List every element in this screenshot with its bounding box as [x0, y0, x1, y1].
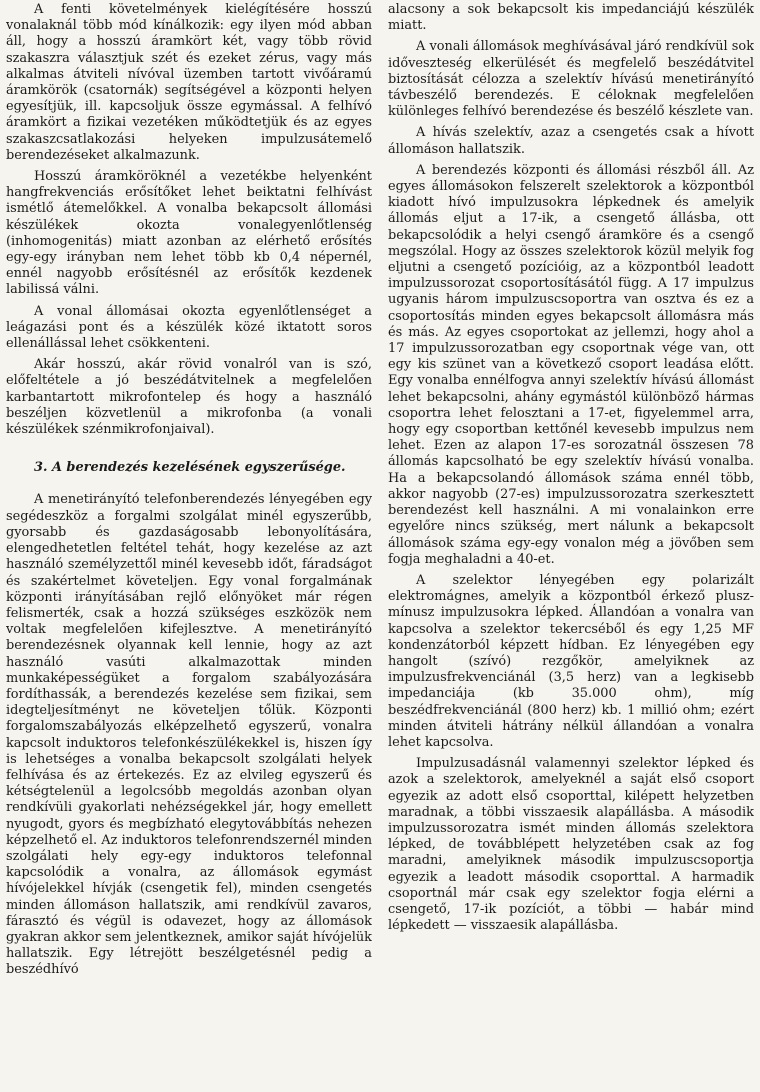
paragraph: A vonali állomások meghívásával járó rendkívül sok időveszteség elkerülését és megfelelő beszédátvitel biztosítását célozza a szelektív hívású menetirányító távbeszélő berendezés. E céloknak megfelelően különleges felhívó berendezése és beszélő készlete van. [388, 39, 754, 120]
section-heading: 3. A berendezés kezelésének egyszerűsége. [34, 460, 346, 476]
paragraph: A szelektor lényegében egy polarizált elektromágnes, amelyik a központból érkező plusz-mínusz impulzusokra lépked. Állandóan a vonalra van kapcsolva a szelektor tekercséből és egy 1,25 MF kondenzátorból képzett hídban. Ez lényegében egy hangolt (szívó) rezgőkör, amelyiknek az impulzusfrekvenciánál (3,5 herz) van a legkisebb impedanciája (kb 35.000 ohm), míg beszédfrekvenciánál (800 herz) kb. 1 millió ohm; ezért minden átviteli hátrány nélkül állandóan a vonalra lehet kapcsolva. [388, 572, 754, 750]
paragraph: A berendezés központi és állomási részből áll. Az egyes állomásokon felszerelt szelektorok a központból kiadott hívó impulzusokra lépkednek és amelyik állomás eljut a 17-ik, a csengető állásba, ott bekapcsolódik a helyi csengő áramköre és a csengő megszólal. Hogy az összes szelektorok közül melyik fog eljutni a csengető pozícióig, az a központból leadott impulzussorozat csoportosításától függ. A 17 impulzus ugyanis három impulzuscsoportra van osztva és ez a csoportosítás minden egyes bekapcsolt állomásra más és más. Az egyes csoportokat az jellemzi, hogy ahol a 17 impulzussorozatban egy csoportnak vége van, ott egy kis szünet van a következő csoport leadása előtt. Egy vonalba ennélfogva annyi szelektív hívású állomást lehet bekapcsolni, ahány egymástól különböző hármas csoportra lehet felosztani a 17-et, figyelemmel arra, hogy egy csoportban kettőnél kevesebb impulzus nem lehet. Ezen az alapon 17-es sorozatnál összesen 78 állomás kapcsolható be egy szelektív hívású vonalba. Ha a bekapcsolandó állomások száma ennél több, akkor nagyobb (27-es) impulzussorozatra szerkesztett berendezést kell használni. A mi vonalainkon erre egyelőre nincs szükség, mert nálunk a bekapcsolt állomások száma egy-egy vonalon még a jövőben sem fogja meghaladni a 40-et. [388, 162, 754, 567]
paragraph: A vonal állomásai okozta egyenlőtlenséget a leágazási pont és a készülék közé iktatott soros ellenállással lehet csökkenteni. [6, 303, 372, 352]
paragraph-continuation: alacsony a sok bekapcsolt kis impedanciájú készülék miatt. [388, 2, 754, 34]
right-column [388, 2, 754, 1092]
paragraph: Akár hosszú, akár rövid vonalról van is szó, előfeltétele a jó beszédátvitelnek a megfelelően karbantartott mikrofontelep és hogy a használó beszéljen közvetlenül a mikrofonba (a vonali készülékek szénmikrofonjaival). [6, 357, 372, 438]
paragraph: A fenti követelmények kielégítésére hosszú vonalaknál több mód kínálkozik: egy ilyen mód abban áll, hogy a hosszú áramkört két, vagy több rövid szakaszra választjuk szét és ezeket zérus, vagy más alkalmas átviteli nívóval üzemben tartott vivőáramú áramkörök (csatornák) segítségével a központi helyen egyesítjük, ill. kapcsoljuk össze egymással. A felhívó áramkört a fizikai vezetéken működtetjük és az egyes szakaszcsatlakozási helyeken impulzusátemelő berendezéseket alkalmazunk. [6, 2, 372, 163]
paragraph: Hosszú áramköröknél a vezetékbe helyenként hangfrekvenciás erősítőket lehet beiktatni felhívást ismétlő átemelőkkel. A vonalba bekapcsolt állomási készülékek okozta vonalegyenlőtlenség (inhomogenitás) miatt azonban az elérhető erősítés egy-egy irányban nem lehet több kb 0,4 népernél, ennél nagyobb erősítésnél az erősítők kezdenek labilissá válni. [6, 169, 372, 298]
paragraph: A hívás szelektív, azaz a csengetés csak a hívott állomáson hallatszik. [388, 125, 754, 157]
paragraph: A menetirányító telefonberendezés lényegében egy segédeszköz a forgalmi szolgálat minél egyszerűbb, gyorsabb és gazdaságosabb lebonyolítására, elengedhetetlen feltétel tehát, hogy kezelése az azt használó személyzettől minél kevesebb időt, fáradságot és szakértelmet követeljen. Egy vonal forgalmának központi irányításában rejlő előnyöket már régen felismerték, csak a hozzá szükséges eszközök nem voltak megfelelően kifejlesztve. A menetirányító berendezésnek olyannak kell lennie, hogy az azt használó vasúti alkalmazottak minden munkaképességüket a forgalom szabályozására fordíthassák, a berendezés kezelése sem fizikai, sem idegteljesítményt ne követeljen tőlük. Központi forgalomszabályozás elképzelhető egyszerű, vonalra kapcsolt induktoros telefonkészülékekkel is, hiszen így is lehetséges a vonalba bekapcsolt szolgálati helyek felhívása és az értekezés. Ez az elvileg egyszerű és kétségtelenül a legolcsóbb megoldás azonban olyan rendkívüli gyakorlati nehézségekkel jár, hogy emellett nyugodt, gyors és megbízható elegytovábbítás nehezen képzelhető el. Az induktoros telefonrendszernél minden szolgálati hely egy-egy induktoros telefonnal kapcsolódik a vonalra, az állomások egymást hívójelekkel hívják (csengetik fel), minden csengetés minden állomáson hallatszik, ami rendkívül zavaros, fárasztó és végül is odavezet, hogy az állomások gyakran akkor sem jelentkeznek, amikor saját hívójelük hallatszik. Egy létrejött beszélgetésnél pedig a beszédhívó [6, 492, 372, 978]
left-column [6, 2, 372, 1092]
paragraph: Impulzusadásnál valamennyi szelektor lépked és azok a szelektorok, amelyeknél a saját első csoport egyezik az adott első csoporttal, kilépett helyzetben maradnak, a többi visszaesik alapállásba. A második impulzussorozatra ismét minden állomás szelektora lépked, de továbblépett helyzetében csak az fog maradni, amelyiknek második impulzuscsoportja egyezik a leadott második csoporttal. A harmadik csoportnál már csak egy szelektor fogja elérni a csengető, 17-ik pozíciót, a többi — habár mind lépkedett — visszaesik alapállásba. [388, 756, 754, 934]
